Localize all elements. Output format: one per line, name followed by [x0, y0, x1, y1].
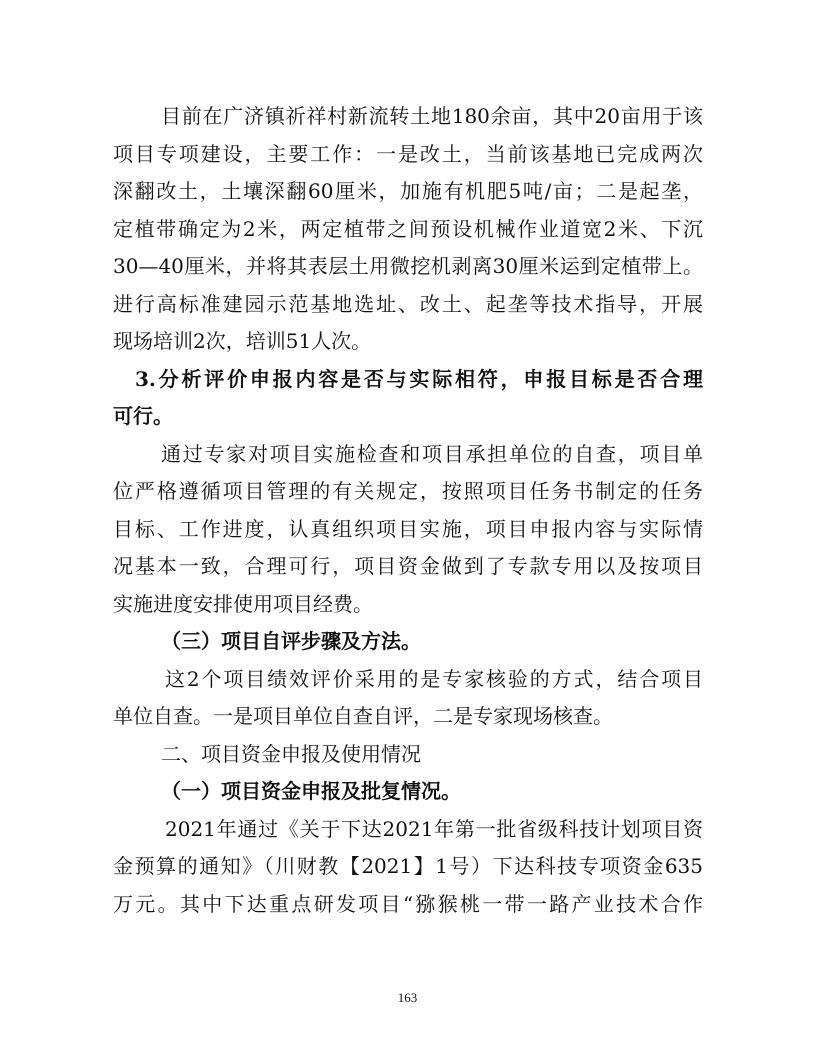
text-line: 通过专家对项目实施检查和项目承担单位的自查，项目单 [161, 441, 703, 466]
text-line: 目标、工作进度，认真组织项目实施，项目申报内容与实际情 [113, 516, 703, 541]
text-line: 现场培训2次，培训51人次。 [113, 329, 372, 353]
text-line: 实施进度安排使用项目经费。 [113, 591, 373, 616]
text-line: 定植带确定为2米，两定植带之间预设机械作业道宽2米、下沉 [113, 216, 703, 241]
section-heading-funds: 二、项目资金申报及使用情况 [161, 741, 421, 766]
section-heading-approval: （一）项目资金申报及批复情况。 [161, 779, 461, 803]
section-heading-steps: （三）项目自评步骤及方法。 [161, 629, 421, 653]
text-line: 目前在广济镇祈祥村新流转土地180余亩，其中20亩用于该 [161, 104, 703, 128]
text-line: 深翻改土，土壤深翻60厘米，加施有机肥5吨/亩；二是起垄， [113, 179, 703, 203]
text-line: 况基本一致，合理可行，项目资金做到了专款专用以及按项目 [113, 554, 703, 578]
text-line: 这2个项目绩效评价采用的是专家核验的方式，结合项目 [165, 666, 703, 691]
section-heading-3 [113, 361, 703, 436]
text-line: 30—40厘米，并将其表层土用微挖机剥离30厘米运到定植带上。 [113, 254, 703, 278]
paragraph-funding [113, 811, 703, 924]
paragraph-base-work [113, 98, 703, 361]
paragraph-evaluation [113, 436, 703, 624]
paragraph-method [113, 661, 703, 736]
text-line: 位严格遵循项目管理的有关规定，按照项目任务书制定的任务 [113, 479, 703, 503]
heading-line: 3.分析评价申报内容是否与实际相符，申报目标是否合理 [135, 366, 703, 391]
text-line: 万元。其中下达重点研发项目“猕猴桃一带一路产业技术合作 [113, 891, 703, 916]
page-number: 163 [397, 990, 418, 1005]
text-line: 金预算的通知》（川财教【2021】1号）下达科技专项资金635 [113, 854, 703, 878]
document-body [113, 98, 703, 923]
text-line: 2021年通过《关于下达2021年第一批省级科技计划项目资 [165, 816, 703, 841]
text-line: 项目专项建设，主要工作：一是改土，当前该基地已完成两次 [113, 141, 703, 166]
heading-line: 可行。 [113, 404, 173, 428]
text-line: 进行高标准建园示范基地选址、改土、起垄等技术指导，开展 [113, 291, 703, 316]
text-line: 单位自查。一是项目单位自查自评，二是专家现场核查。 [113, 704, 613, 728]
